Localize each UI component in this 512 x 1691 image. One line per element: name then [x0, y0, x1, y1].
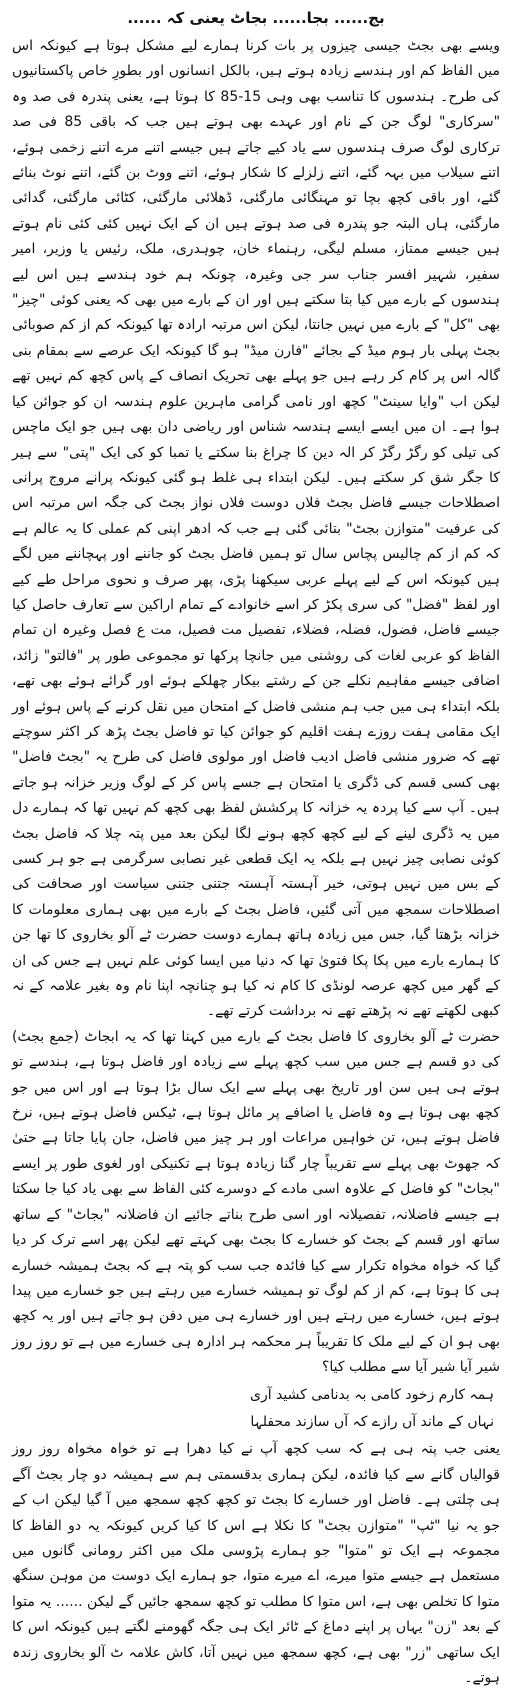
- persian-verse-2: نہاں کے ماند آں رازے کہ آں سازند محفلہا: [250, 1413, 494, 1430]
- article-title: بج...... بجا...... بجاٹ یعنی کہ ......: [127, 9, 385, 27]
- article-paragraph-2: حضرت ٹے آلو بخاروی کا فاضل بجٹ کے بارے میں کہنا تھا کہ یہ ابجاٹ (جمع بجٹ) کی دو قسم ہے جس میں سب کچھ پہلے سے زیادہ اور فاضل ہوتا ہے، ہندسے تو ہوتے ہی ہیں سن اور تاریخ بھی پہلے سے ایک سال بڑا ہوتا ہے اور اس میں جو کچھ بھی ہوتا ہے وہ فاضل یا اضافے پر مائل ہوتا ہے، ٹیکس فاضل ہوتے ہیں، نرخ فاضل ہوتے ہیں، تن خواہیں مراعات اور ہر چیز میں فاضل، جان پایا جاتا ہے حتیٰ کہ جھوٹ بھی پہلے سے تقریباً چار گنا زیادہ ہوتا ہے تکنیکی اور لغوی طور پر ایسے "بجاٹ" کو فاضل کے علاوہ اسی مادے کے دوسرے کئی الفاظ سے بھی یاد کیا جا سکتا ہے جیسے فاضلانہ، تفصیلانہ اور اسی طرح بناتے جائیے ان فاضلانہ "بجاٹ" کے ساتھ ساتھ اور قسم کے بجٹ کو خسارے کا بجٹ بھی کہتے تھے لیکن پھر اسے ترک کر دیا گیا کہ خواہ مخواہ تکرار سے کیا فائدہ جب سب کو پتہ ہے کہ بجٹ ہمیشہ خسارے ہی کا ہوتا ہے، کم از کم لوگ تو ہمیشہ خسارے میں رہتے ہیں جو خسارے میں پیدا ہوتے ہیں، خسارے میں رہتے ہیں اور خسارے ہی میں دفن ہو جاتے ہیں اور یہ کچھ بھی ہو ان کے لیے ملک کا تقریباً ہر محکمہ ہر ادارہ ہی خسارے میں ہے تو روز روز شیر آیا شیر آیا سے مطلب کیا؟: [12, 1028, 500, 1376]
- article-closing-paragraph: یعنی جب پتہ ہی ہے کہ سب کچھ آپ نے کیا دھرا ہے تو خواہ مخواہ روز روز قوالیاں گانے سے کیا فائدہ، لیکن ہماری بدقسمتی ہم سے ہمیشہ دو چار بجٹ آگے ہی چلتی ہے۔ فاضل اور خسارے کا بجٹ تو کچھ کچھ سمجھ میں آ گیا لیکن اب کے جو یہ نیا "ٹپ" "متوازن بجٹ" کا نکلا ہے اس کا کیا کریں کیونکہ یہ دو الفاظ کا مجموعہ ہے ایک تو "متوا" جو ہمارے پڑوسی ملک میں اکثر رومانی گانوں میں مستعمل ہے جیسے متوا میرے، اے میرے متوا، جو ہمارے ایک دوست من موہن سنگھ متوا کا تخلص بھی ہے، اس متوا کا مطلب تو کچھ سمجھ جائیں گے لیکن ...... یہ متوا کے بعد "زن" یہاں پر اپنے دماغ کے ٹائر ایک ہی جگہ گھومنے لگتے ہیں کیونکہ اس کا ایک ساتھی "زر" بھی ہے، کچھ سمجھ میں نہیں آتا، کاش علامہ ٹ آلو بخاروی زندہ ہوتے۔: [12, 1441, 500, 1686]
- persian-verse-1: ہمہ کارم زخود کامی بہ بدنامی کشید آری: [249, 1386, 494, 1403]
- article-paragraph-1: ویسے بھی بجٹ جیسی چیزوں پر بات کرنا ہمارے لیے مشکل ہوتا ہے کیونکہ اس میں الفاظ کم اور ہندسے زیادہ ہوتے ہیں، بالکل انسانوں اور بطورِ خاص پاکستانیوں کی طرح۔ ہندسوں کا تناسب بھی وہی 15-85 کا ہوتا ہے، یعنی پندرہ فی صد وہ "سرکاری" لوگ جن کے نام اور عہدے بھی ہوتے ہیں جب کہ باقی 85 فی صد ترکاری لوگ صرف ہندسوں سے یاد کیے جاتے ہیں جیسے اتنے مرے اتنے زخمی ہوئے، اتنے سیلاب میں بہہ گئے، اتنے زلزلے کا شکار ہوئے، اتنے ووٹ بن گئے، اتنے نوٹ بنائے گئے، اور باقی کچھ بچا تو مہنگائی مارگئی، ڈھلائی مارگئی، کٹائی مارگئی، گدائی مارگئی، ہاں البتہ جو پندرہ فی صد ہوتے ہیں ان کے ایک نہیں کئی کئی نام ہوتے ہیں جیسے ممتاز، مسلم لیگی، رہنماء خان، چوہدری، ملک، رئیس یا وزیر، امیر سفیر، شہیر افسر جناب سر جی وغیرہ، چونکہ ہم خود ہندسے ہیں اس لیے ہندسوں کے بارے میں کیا بتا سکتے ہیں اور ان کے بارے میں بھی کہ یعنی کوئی "چیز" بھی "کل" کے بارے میں نہیں جانتا، لیکن اس مرتبہ ارادہ تھا کیونکہ کم از کم صوبائی بجٹ پہلی بار ہوم میڈ کے بجائے "فارن میڈ" ہو گا کیونکہ ایک عرصے سے بمقام بنی گالہ اس پر کام کر رہے ہیں جو پہلے بھی تحریک انصاف کے پاس کچھ کم نہیں تھے لیکن اب "وایا سینٹ" کچھ اور نامی گرامی ماہرین علوم ہندسہ ان کو جوائن کیا ہوا ہے۔ ان میں ایسے ایسے ہندسہ شناس اور ریاضی دان بھی ہیں جو ایک ماچس کی تیلی کو رگڑ رگڑ کر الہ دین کا چراغ بنا سکتے یا تمبا کو کی ایک "پتی" سے ہیر کا جگر شق کر سکتے ہیں۔ لیکن ابتداء ہی غلط ہو گئی کیونکہ پرانے مروج پرانی اصطلاحات جیسے فاضل بجٹ فلاں دوست فلاں نواز بجٹ کی جگہ اس مرتبہ اس کی عرفیت "متوازن بجٹ" بتائی گئی ہے جب کہ ادھر اپنی کم عملی کا یہ عالم ہے کہ کم از کم چالیس پچاس سال تو ہمیں فاضل بجٹ کو جاننے اور پہچاننے میں لگے ہیں کیونکہ اس کے لیے پہلے عربی سیکھنا پڑی، پھر صرف و نحوی مراحل طے کیے اور لفظ "فضل" کی سری پکڑ کر اسے خانوادے کے تمام اراکین سے تعارف حاصل کیا جیسے فاضل، فضول، فضلہ، فضلاء، تفصیل مت فصیل، مت ع فصل وغیرہ ان تمام الفاظ کو عربی لغات کی روشنی میں جانچا پرکھا تو مجموعی طور پر "فالتو" زائد، اضافی جیسے مفاہیم نکلے جن کے رشتے بیکار چھلکے ہوئے اور گرائے ہوئے بھی تھے، بلکہ ابتداء ہی میں جب ہم منشی فاضل کے امتحان میں نقل کرنے کے پاس ہوئے اور ایک مقامی ہفت روزے ہفت اقلیم کو جوائن کیا تو فاضل بجٹ پڑھ کر اکثر سوچتے تھے کہ ضرور منشی فاضل ادیب فاضل اور مولوی فاضل کی طرح یہ "بجٹ فاضل" بھی کسی قسم کی ڈگری یا امتحان ہے جسے پاس کر کے لوگ وزیر خزانہ ہو جاتے ہیں۔ آپ سے کیا پردہ یہ خزانہ کا پرکشش لفظ بھی کچھ کم نہیں تھا کہ ہمارے دل میں یہ ڈگری لینے کے لیے کچھ کچھ ہونے لگا لیکن بعد میں پتہ چلا کہ فاضل بجٹ کوئی نصابی چیز نہیں ہے بلکہ یہ ایک قطعی غیر نصابی سرگرمی ہے جو ہر کسی کے بس میں نہیں ہوتی، خیر آہستہ آہستہ جتنی جتنی سیاست اور صحافت کی اصطلاحات سمجھ میں آتی گئیں، فاضل بجٹ کے بارے میں بھی ہماری معلومات کا خزانہ بڑھتا گیا، جس میں زیادہ ہاتھ ہمارے دوست حضرت ٹے آلو بخاروی کا تھا جن کا ہمارے بارے میں پکا پکا فتویٰ تھا کہ دنیا میں ایسا کوئی علم نہیں ہے جس کی ان کے گھر میں کچھ عرصہ لونڈی کا کام نہ کیا ہو چنانچہ اپنا نام وہ بغیر علامہ کے نہ کبھی لکھتے تھے نہ پڑھتے تھے نہ برداشت کرتے تھے۔: [12, 38, 501, 1020]
